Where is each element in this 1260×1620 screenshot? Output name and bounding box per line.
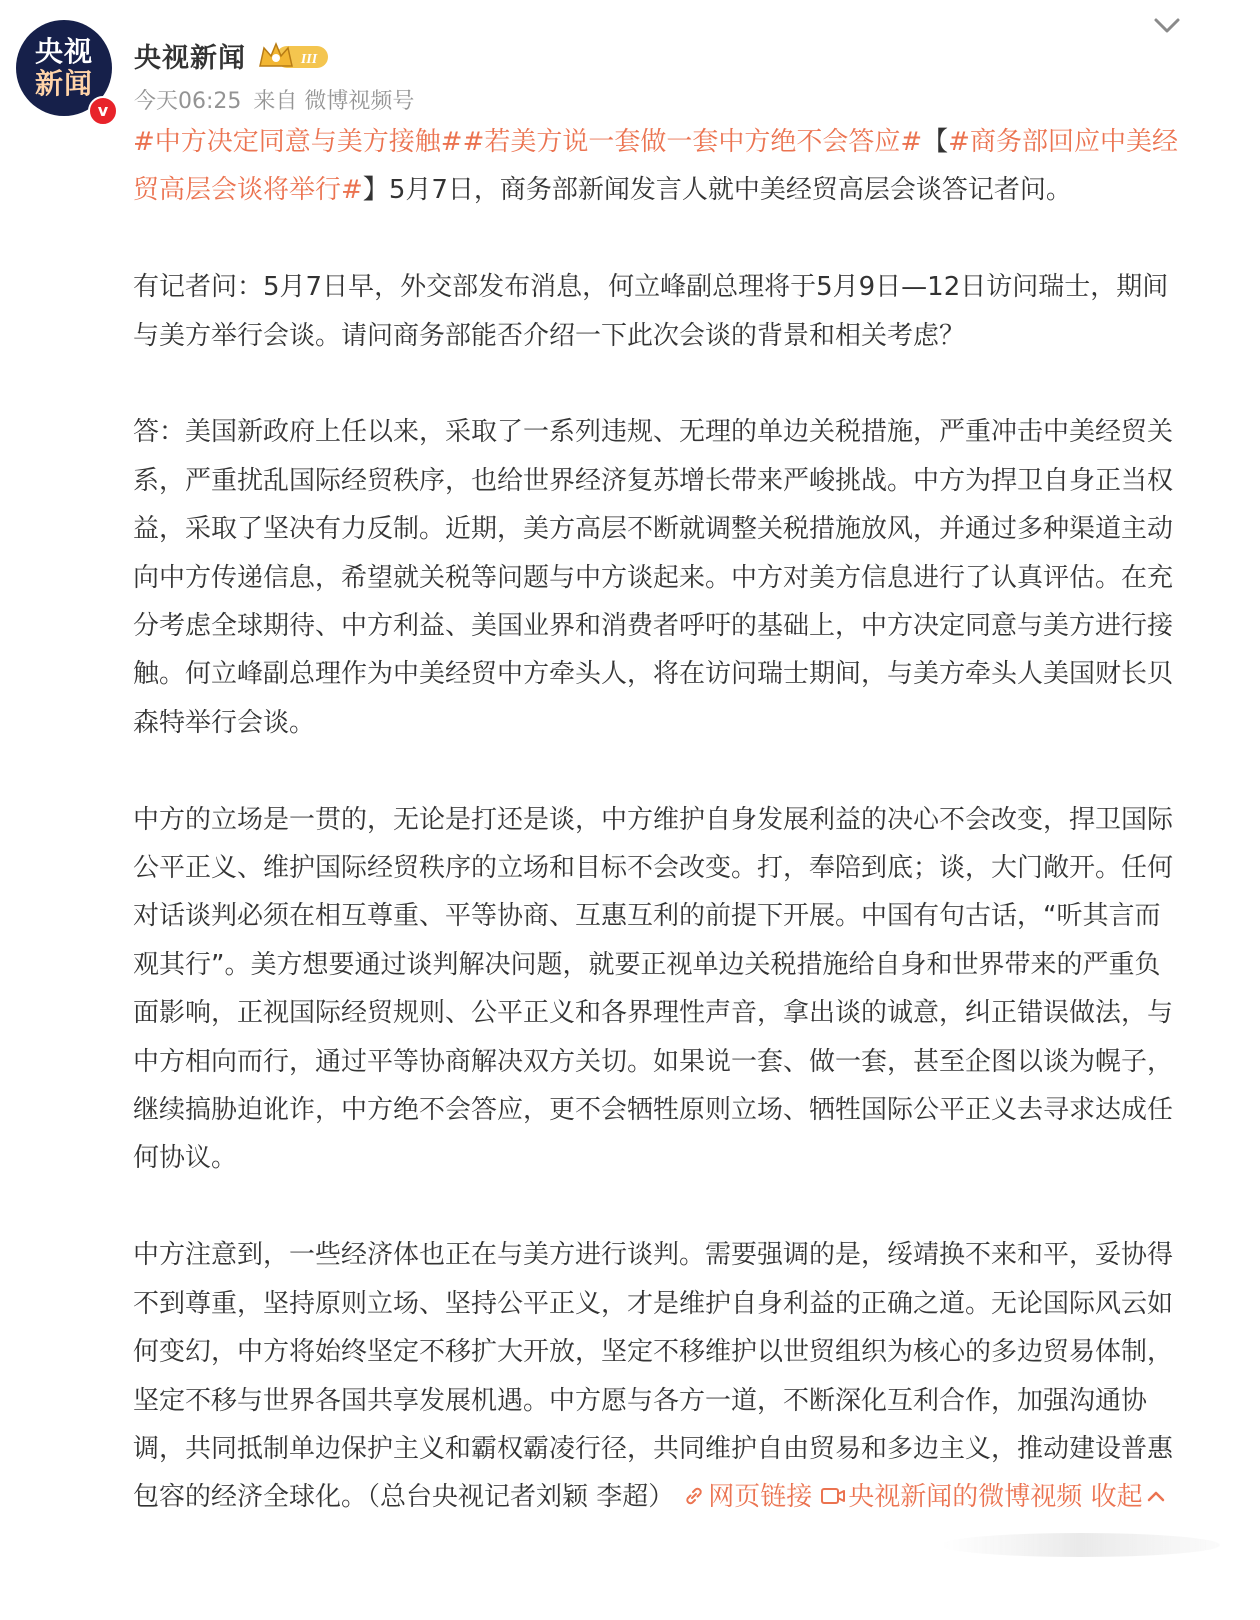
svg-text:III: III xyxy=(300,52,318,67)
avatar-logo: 央视 新闻 xyxy=(34,35,93,100)
watermark-decoration xyxy=(930,1525,1220,1565)
paragraph-3: 答：美国新政府上任以来，采取了一系列违规、无理的单边关税措施，严重冲击中美经贸关系，严重扰乱国际经贸秩序，也给世界经济复苏增长带来严峻挑战。中方为捍卫自身正当权益，采取了坚决有力反制。近期，美方高层不断就调整关税措施放风，并通过多种渠道主动向中方传递信息，希望就关税等问题与中方谈起来。中方对美方信息进行了认真评估。在充分考虑全球期待、中方利益、美国业界和消费者呼吁的基础上，中方决定同意与美方进行接触。何立峰副总理作为中美经贸中方牵头人，将在访问瑞士期间，与美方牵头人美国财长贝森特举行会谈。 xyxy=(133,417,1174,738)
account-name[interactable]: 央视新闻 xyxy=(134,43,246,74)
bracket: 【 xyxy=(922,127,949,157)
paragraph-1 xyxy=(133,118,1178,215)
paragraph-5 xyxy=(133,1231,1178,1521)
web-link[interactable] xyxy=(674,1482,812,1512)
link-icon xyxy=(682,1484,706,1508)
post-source[interactable]: 来自 微博视频号 xyxy=(253,89,415,114)
collapse-button[interactable] xyxy=(1091,1482,1167,1512)
paragraph-2: 有记者问：5月7日早，外交部发布消息，何立峰副总理将于5月9日—12日访问瑞士，期间与美方举行会谈。请问商务部能否介绍一下此次会谈的背景和相关考虑？ xyxy=(133,272,1169,351)
hashtag-link[interactable]: #中方决定同意与美方接触# xyxy=(133,127,463,157)
chevron-up-icon xyxy=(1145,1486,1167,1506)
hashtag-link[interactable]: #若美方说一套做一套中方绝不会答应# xyxy=(462,127,923,157)
paragraph-text: 5月7日，商务部新闻发言人就中美经贸高层会谈答记者问。 xyxy=(388,175,1072,206)
chevron-down-icon[interactable] xyxy=(1152,14,1182,38)
bracket: 】 xyxy=(362,175,389,206)
crown-badge-icon[interactable] xyxy=(258,40,330,72)
post-time[interactable]: 今天06:25 xyxy=(134,89,242,114)
video-link-label: 央视新闻的微博视频 xyxy=(848,1482,1083,1513)
hashtag-link[interactable]: #商务部回应中美经贸高层会谈将举行# xyxy=(133,127,1178,206)
collapse-label: 收起 xyxy=(1090,1482,1143,1513)
video-icon xyxy=(820,1485,846,1507)
video-link[interactable] xyxy=(812,1482,1082,1512)
paragraph-text: 中方注意到，一些经济体也正在与美方进行谈判。需要强调的是，绥靖换不来和平，妥协得不到尊重，坚持原则立场、坚持公平正义，才是维护自身利益的正确之道。无论国际风云如何变幻，中方将始终坚定不移扩大开放，坚定不移维护以世贸组织为核心的多边贸易体制，坚定不移与世界各国共享发展机遇。中方愿与各方一道，不断深化互利合作，加强沟通协调，共同抵制单边保护主义和霸权霸凌行径，共同维护自由贸易和多边主义，推动建设普惠包容的经济全球化。（总台央视记者刘颖 李超） xyxy=(133,1240,1174,1513)
paragraph-4: 中方的立场是一贯的，无论是打还是谈，中方维护自身发展利益的决心不会改变，捍卫国际公平正义、维护国际经贸秩序的立场和目标不会改变。打，奉陪到底；谈，大门敞开。任何对话谈判必须在相互尊重、平等协商、互惠互利的前提下开展。中国有句古话，“听其言而观其行”。美方想要通过谈判解决问题，就要正视单边关税措施给自身和世界带来的严重负面影响，正视国际经贸规则、公平正义和各界理性声音，拿出谈的诚意，纠正错误做法，与中方相向而行，通过平等协商解决双方关切。如果说一套、做一套，甚至企图以谈为幌子，继续搞胁迫讹诈，中方绝不会答应，更不会牺牲原则立场、牺牲国际公平正义去寻求达成任何协议。 xyxy=(133,804,1174,1174)
post-body xyxy=(133,118,1178,1522)
post-meta xyxy=(134,84,414,115)
web-link-label: 网页链接 xyxy=(708,1482,813,1513)
verified-icon: v xyxy=(88,96,118,126)
